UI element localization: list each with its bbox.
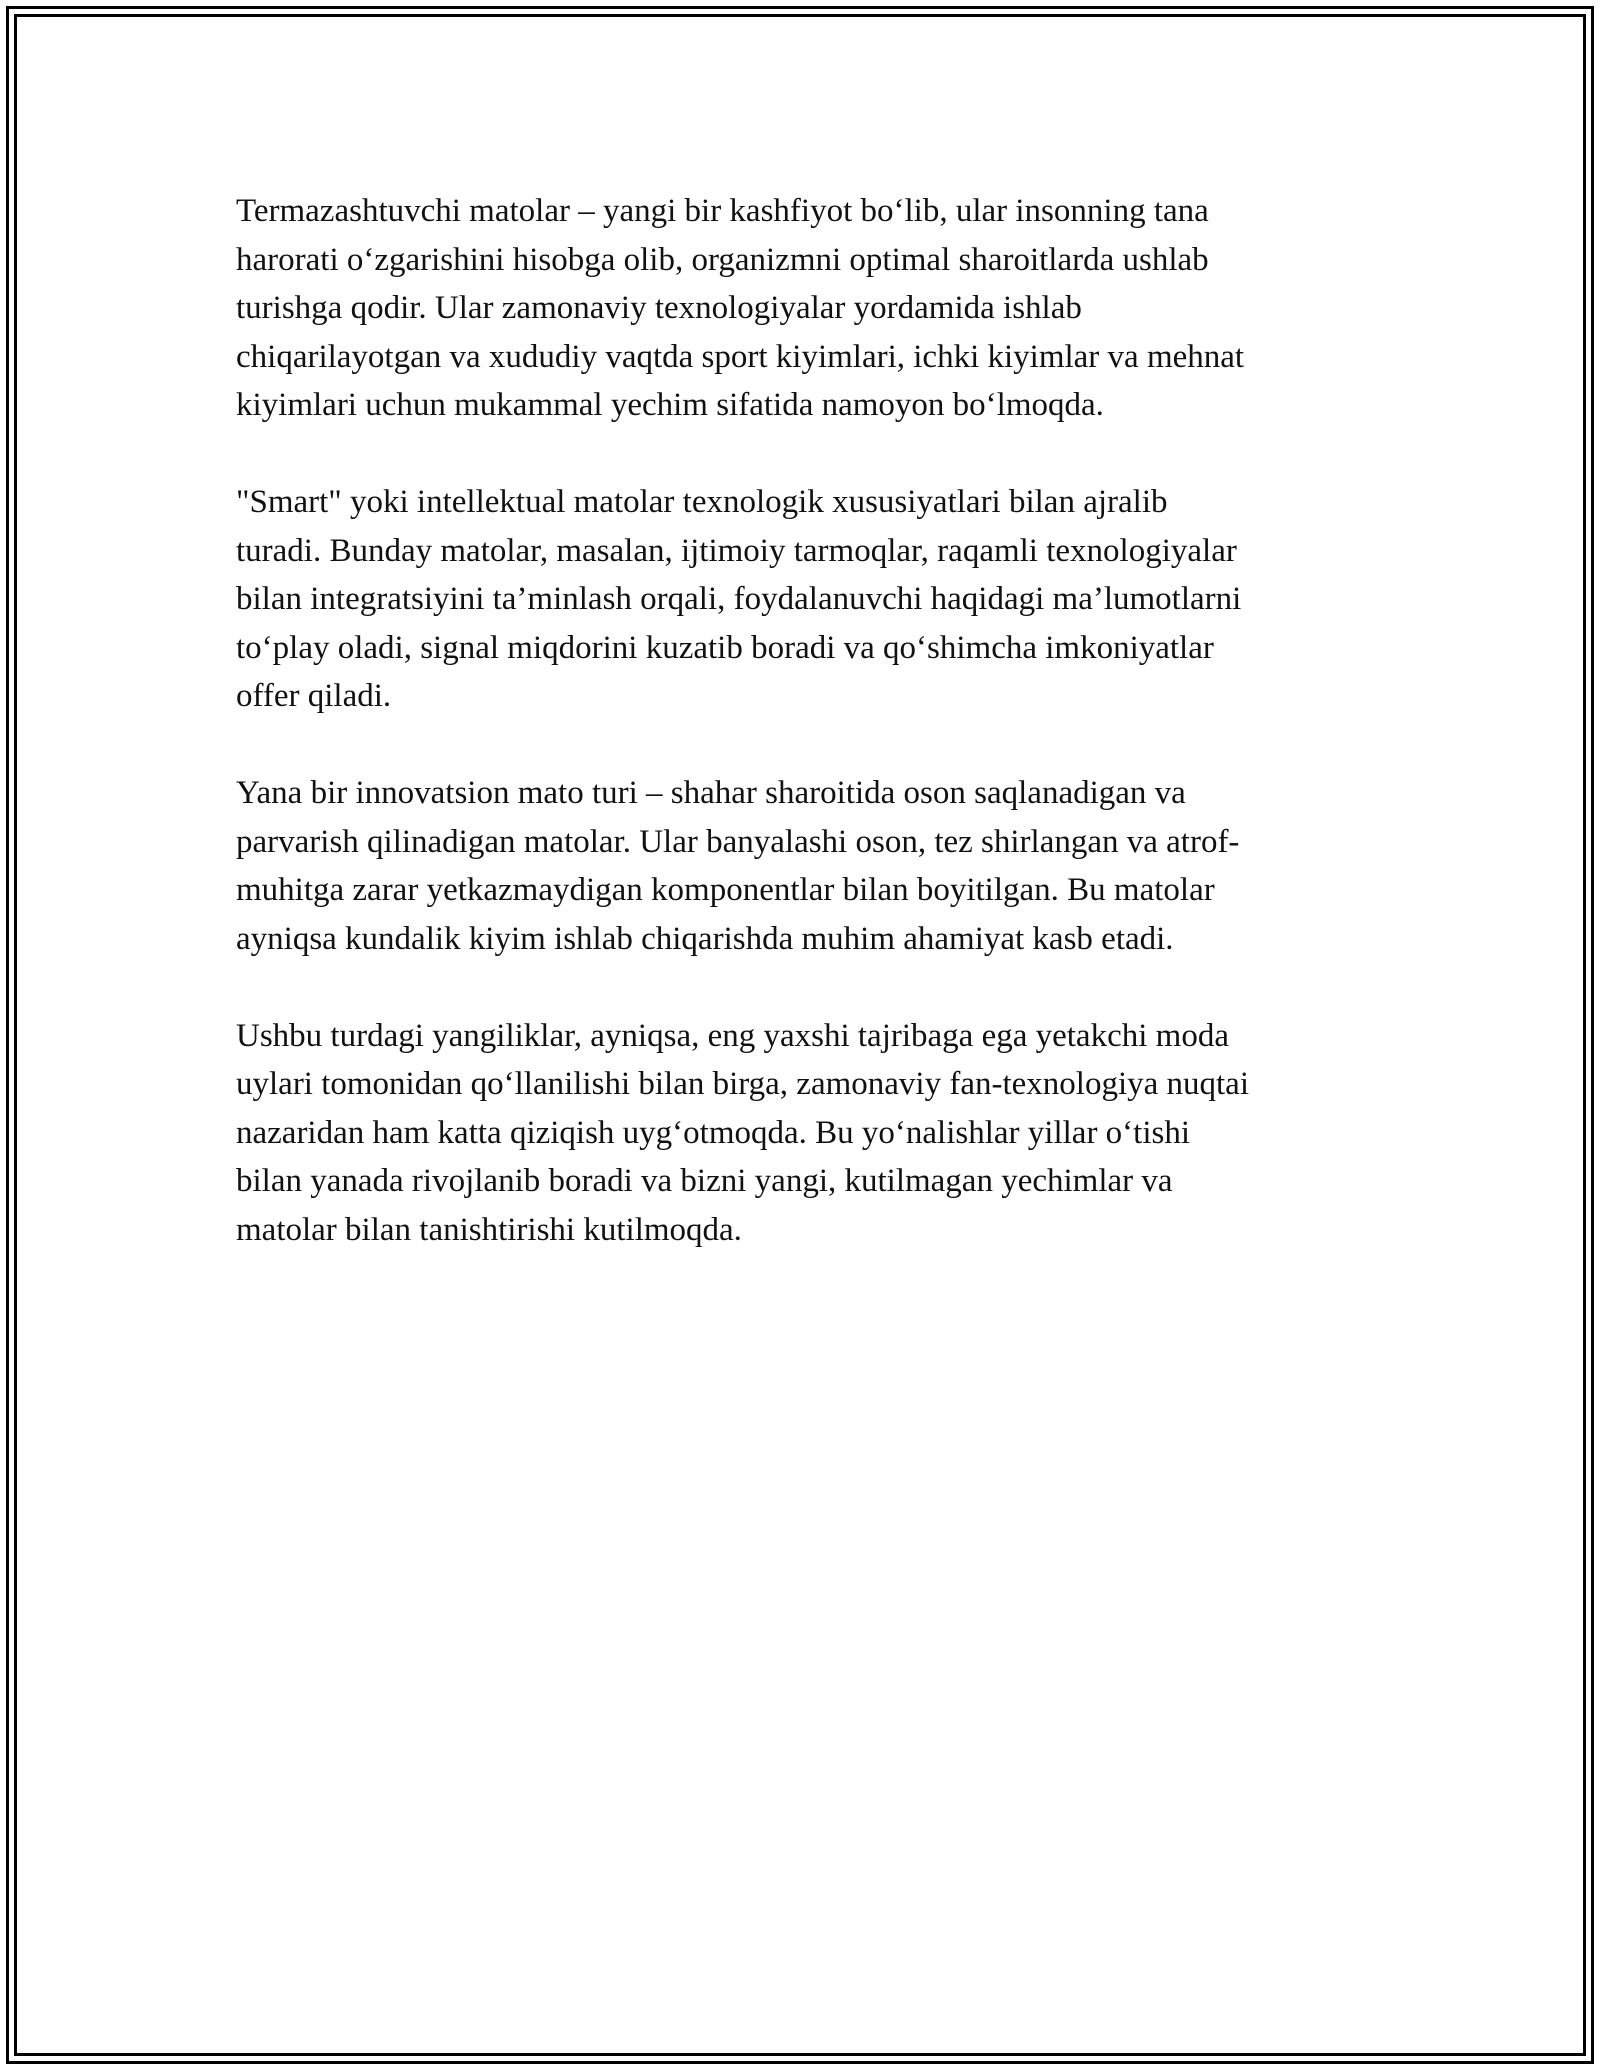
paragraph-thermoregulating-fabrics: Termazashtuvchi matolar – yangi bir kashfiyot bo‘lib, ular insonning tana harorati o‘zgarishini hisobga olib, organizmni optimal sharoitlarda ushlab turishga qodir. Ular zamonaviy texnologiyalar yordamida ishlab chiqarilayotgan va xududiy vaqtda sport kiyimlari, ichki kiyimlar va mehnat kiyimlari uchun mukammal yechim sifatida namoyon bo‘lmoqda. <box>236 193 1245 423</box>
paragraph-easy-care-fabrics: Yana bir innovatsion mato turi – shahar sharoitida oson saqlanadigan va parvarish qilinadigan matolar. Ular banyalashi oson, tez shirlangan va atrof- muhitga zarar yetkazmaydigan komponentlar bilan boyitilgan. Bu matolar ayniqsa kundalik kiyim ishlab chiqarishda muhim ahamiyat kasb etadi. <box>236 775 1240 957</box>
document-body <box>236 187 1376 1303</box>
paragraph-smart-fabrics: "Smart" yoki intellektual matolar texnologik xususiyatlari bilan ajralib turadi. Bunday matolar, masalan, ijtimoiy tarmoqlar, raqamli texnologiyalar bilan integratsiyini ta’minlash orqali, foydalanuvchi haqidagi ma’lumotlarni to‘play oladi, signal miqdorini kuzatib boradi va qo‘shimcha imkoniyatlar offer qiladi. <box>236 484 1242 714</box>
paragraph-fashion-houses: Ushbu turdagi yangiliklar, ayniqsa, eng yaxshi tajribaga ega yetakchi moda uylari tomonidan qo‘llanilishi bilan birga, zamonaviy fan-texnologiya nuqtai nazaridan ham katta qiziqish uyg‘otmoqda. Bu yo‘nalishlar yillar o‘tishi bilan yanada rivojlanib boradi va bizni yangi, kutilmagan yechimlar va matolar bilan tanishtirishi kutilmoqda. <box>236 1017 1249 1248</box>
